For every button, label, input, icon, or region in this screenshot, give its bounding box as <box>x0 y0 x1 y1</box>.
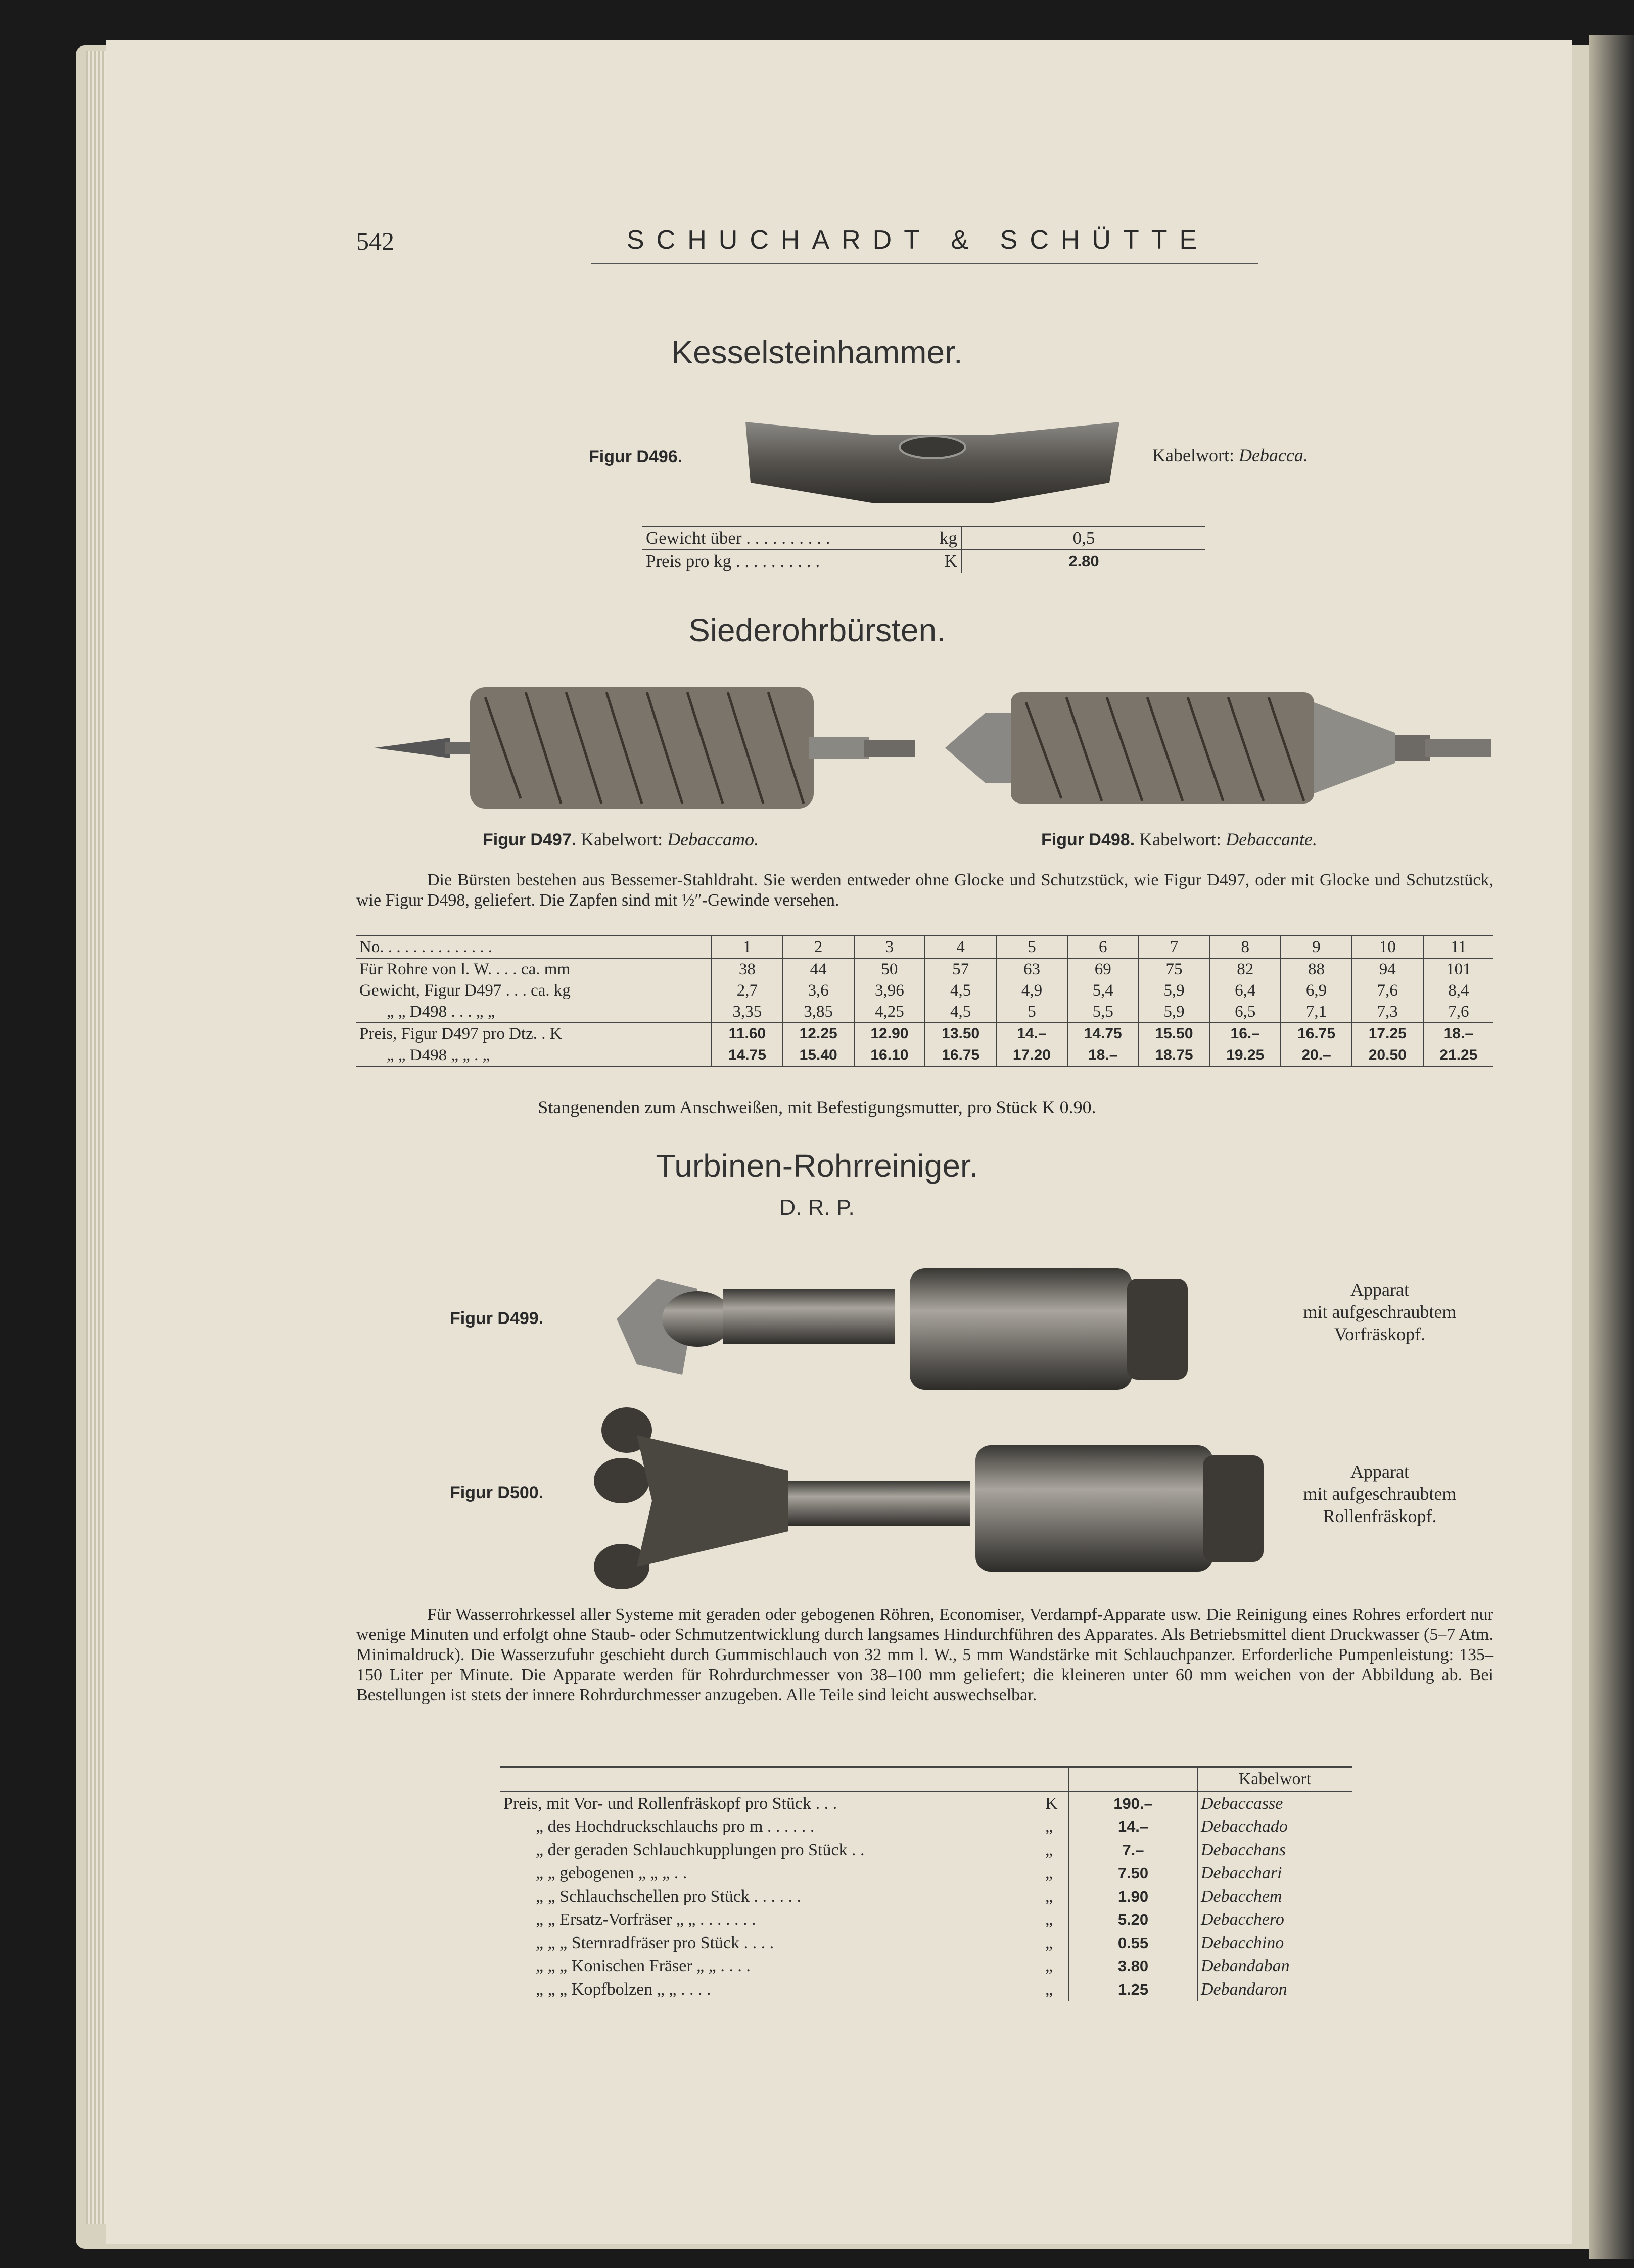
table-row: „ des Hochdruckschlauchs pro m . . . . . . „ 14.– Debacchado <box>500 1815 1352 1838</box>
table-row: Gewicht über . . . . . . . . . . kg 0,5 <box>642 527 1205 550</box>
turbine-d500-illustration <box>576 1400 1284 1612</box>
section-subtitle: D. R. P. <box>779 1195 855 1220</box>
table-row: „ der geraden Schlauchkupplungen pro Stück . . „ 7.– Debacchans <box>500 1838 1352 1862</box>
table-row: „ „ D498 „ „ . „ 14.75 15.40 16.10 16.75 17.20 18.– 18.75 19.25 20.– 20.50 21.25 <box>356 1045 1493 1067</box>
hammer-illustration <box>740 412 1125 513</box>
table-row: „ „ Ersatz-Vorfräser „ „ . . . . . . . „ 5.20 Debacchero <box>500 1908 1352 1931</box>
header-rule <box>591 263 1258 264</box>
table-row: „ „ „ Kopfbolzen „ „ . . . . „ 1.25 Debandaron <box>500 1978 1352 2001</box>
table-row: „ „ D498 . . . „ „ 3,35 3,85 4,25 4,5 5 5,5 5,9 6,5 7,1 7,3 7,6 <box>356 1001 1493 1023</box>
brushes-description: Die Bürsten bestehen aus Bessemer-Stahldraht. Sie werden entweder ohne Glocke und Schutzstück, wie Figur D497, oder mit Glocke und Schutzstück, wie Figur D498, geliefert. Die Zapfen sind mit ½″-Gewinde versehen. <box>356 871 1493 910</box>
table-row: „ „ „ Konischen Fräser „ „ . . . . „ 3.80 Debandaban <box>500 1955 1352 1978</box>
table-body <box>356 958 1493 1067</box>
cable-word-header: Kabelwort <box>1238 1770 1312 1788</box>
hammer-table <box>642 526 1205 573</box>
table-row: Preis, mit Vor- und Rollenfräskopf pro Stück . . . K 190.– Debaccasse <box>500 1791 1352 1815</box>
turbine-price-table <box>500 1766 1352 2001</box>
cable-word-d496: Kabelwort: Debacca. <box>1152 445 1308 465</box>
table-header-row: No. . . . . . . . . . . . . . 1 2 3 4 5 6 7 8 9 10 11 <box>356 936 1493 959</box>
brush-d497-illustration <box>369 677 920 814</box>
figure-caption-d497: Figur D497. Kabelwort: Debaccamo. <box>483 829 759 849</box>
turbine-d499-illustration <box>606 1258 1243 1400</box>
caption-d499: Apparat mit aufgeschraubtem Vorfräskopf. <box>1303 1280 1457 1344</box>
table-row: Für Rohre von l. W. . . . ca. mm 38 44 50 57 63 69 75 82 88 94 101 <box>356 958 1493 980</box>
table-row: „ „ „ Sternradfräser pro Stück . . . . „ 0.55 Debacchino <box>500 1931 1352 1955</box>
table-header-row <box>500 1767 1352 1792</box>
brush-table <box>356 935 1493 1067</box>
turbine-description: Für Wasserrohrkessel aller Systeme mit geraden oder gebogenen Röhren, Economiser, Verdampf-Apparate usw. Die Reinigung eines Rohres erfordert nur wenige Minuten und erfolgt ohne Staub- oder Schmutzentwicklung durch langsames Hindurchführen des Apparates. Als Betriebsmittel dient Druckwasser (5–7 Atm. Minimaldruck). Die Wasserzufuhr geschieht durch Gummischlauch von 32 mm l. W., 5 mm Wandstärke mit Schlauchpanzer. Erforderliche Pumpenleistung: 135–150 Liter per Minute. Die Apparate werden für Rohrdurchmesser von 38–100 mm geliefert; die kleineren unter 60 mm weichen von der Abbildung ab. Bei Bestellungen ist stets der innere Rohrdurchmesser anzugeben. Alle Teile sind leicht auswechselbar. <box>356 1605 1493 1705</box>
table-row: „ „ gebogenen „ „ „ . . „ 7.50 Debacchari <box>500 1862 1352 1885</box>
figure-label-d496: Figur D496. <box>589 447 683 466</box>
figure-caption-d498: Figur D498. Kabelwort: Debaccante. <box>1041 829 1318 849</box>
section-title-brushes: Siederohrbürsten. <box>688 612 946 648</box>
figure-label-d499: Figur D499. <box>450 1309 544 1328</box>
table-row: „ „ Schlauchschellen pro Stück . . . . . . „ 1.90 Debacchem <box>500 1885 1352 1908</box>
table-row: Preis, Figur D497 pro Dtz. . K 11.60 12.25 12.90 13.50 14.– 14.75 15.50 16.– 16.75 17.25 18.– <box>356 1023 1493 1045</box>
caption-d500: Apparat mit aufgeschraubtem Rollenfräskopf. <box>1303 1461 1457 1526</box>
table-note: Stangenenden zum Anschweißen, mit Befestigungsmutter, pro Stück K 0.90. <box>538 1097 1096 1117</box>
figure-label-d500: Figur D500. <box>450 1483 544 1502</box>
brush-d498-illustration <box>940 682 1496 814</box>
section-title-hammer: Kesselsteinhammer. <box>671 334 963 370</box>
running-header: SCHUCHARDT & SCHÜTTE <box>627 225 1209 255</box>
page-number: 542 <box>356 227 394 255</box>
table-row: Preis pro kg . . . . . . . . . . K 2.80 <box>642 550 1205 573</box>
table-row: Gewicht, Figur D497 . . . ca. kg 2,7 3,6 3,96 4,5 4,9 5,4 5,9 6,4 6,9 7,6 8,4 <box>356 980 1493 1001</box>
section-title-turbine: Turbinen-Rohrreiniger. <box>656 1148 978 1184</box>
